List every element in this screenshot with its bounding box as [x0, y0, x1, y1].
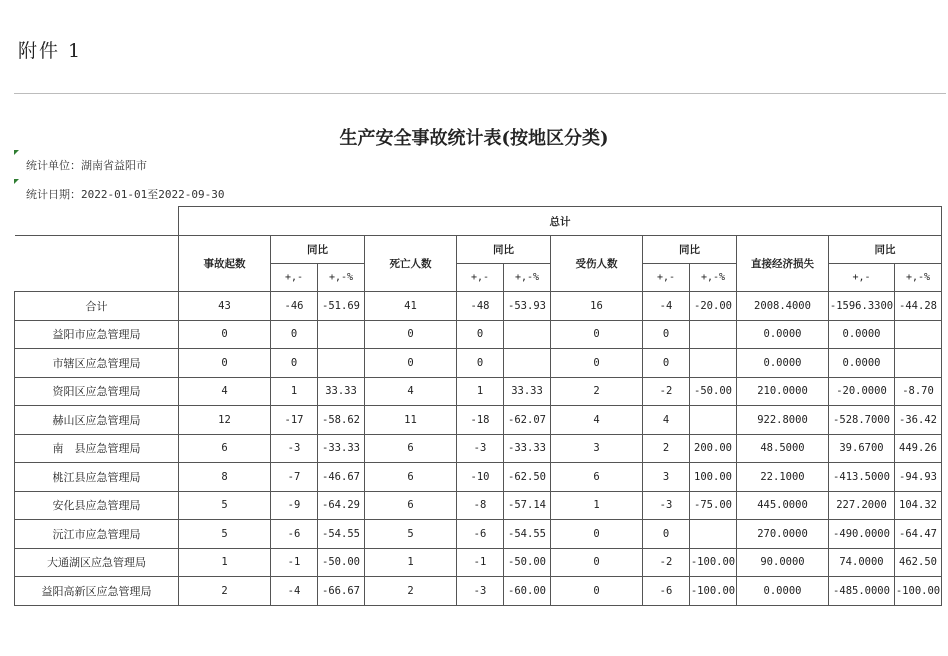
- deaths-pct-cell: -62.07: [504, 406, 551, 435]
- table-row: [15, 349, 942, 378]
- accidents-cell: 5: [179, 491, 271, 520]
- header-diff: +,-: [643, 264, 690, 292]
- table-row: [15, 577, 942, 606]
- deaths-pct-cell: -54.55: [504, 520, 551, 549]
- injured-cell: 1: [551, 491, 643, 520]
- loss-cell: 0.0000: [737, 349, 829, 378]
- statistics-date: 统计日期：2022-01-01至2022-09-30: [26, 188, 225, 201]
- accidents-pct-cell: -46.67: [318, 463, 365, 492]
- injured-diff-cell: 3: [643, 463, 690, 492]
- table-row: [15, 434, 942, 463]
- loss-cell: 922.8000: [737, 406, 829, 435]
- table-row: [15, 491, 942, 520]
- loss-cell: 0.0000: [737, 320, 829, 349]
- cell-marker-icon: [14, 179, 19, 184]
- header-accidents: 事故起数: [179, 236, 271, 292]
- loss-diff-cell: 0.0000: [829, 349, 895, 378]
- injured-pct-cell: [690, 520, 737, 549]
- loss-cell: 22.1000: [737, 463, 829, 492]
- loss-pct-cell: -100.00: [895, 577, 942, 606]
- accidents-diff-cell: -1: [271, 548, 318, 577]
- table-title: 生产安全事故统计表(按地区分类): [339, 128, 609, 149]
- header-yoy: 同比: [457, 236, 551, 264]
- loss-diff-cell: -20.0000: [829, 377, 895, 406]
- accidents-pct-cell: -66.67: [318, 577, 365, 606]
- injured-cell: 0: [551, 349, 643, 378]
- loss-diff-cell: -490.0000: [829, 520, 895, 549]
- table-row: [15, 463, 942, 492]
- accidents-diff-cell: -3: [271, 434, 318, 463]
- deaths-diff-cell: -48: [457, 292, 504, 321]
- accidents-cell: 1: [179, 548, 271, 577]
- loss-diff-cell: -1596.3300: [829, 292, 895, 321]
- region-cell: 沅江市应急管理局: [15, 520, 179, 549]
- region-cell: 赫山区应急管理局: [15, 406, 179, 435]
- injured-cell: 0: [551, 520, 643, 549]
- loss-pct-cell: [895, 349, 942, 378]
- injured-pct-cell: 100.00: [690, 463, 737, 492]
- deaths-pct-cell: 33.33: [504, 377, 551, 406]
- deaths-pct-cell: -62.50: [504, 463, 551, 492]
- injured-diff-cell: -6: [643, 577, 690, 606]
- injured-pct-cell: -75.00: [690, 491, 737, 520]
- table-row: [15, 292, 942, 321]
- statistics-unit: 统计单位：湖南省益阳市: [26, 159, 147, 172]
- region-cell: 大通湖区应急管理局: [15, 548, 179, 577]
- header-deaths: 死亡人数: [365, 236, 457, 292]
- header-diff: +,-: [271, 264, 318, 292]
- loss-pct-cell: -44.28: [895, 292, 942, 321]
- deaths-diff-cell: -18: [457, 406, 504, 435]
- header-pct: +,-%: [504, 264, 551, 292]
- header-yoy: 同比: [271, 236, 365, 264]
- injured-diff-cell: -2: [643, 548, 690, 577]
- header-total: 总计: [179, 207, 942, 236]
- loss-cell: 270.0000: [737, 520, 829, 549]
- loss-diff-cell: 74.0000: [829, 548, 895, 577]
- deaths-diff-cell: 0: [457, 320, 504, 349]
- injured-cell: 4: [551, 406, 643, 435]
- accidents-pct-cell: -64.29: [318, 491, 365, 520]
- injured-diff-cell: 0: [643, 349, 690, 378]
- injured-diff-cell: 0: [643, 520, 690, 549]
- header-injured: 受伤人数: [551, 236, 643, 292]
- loss-cell: 0.0000: [737, 577, 829, 606]
- region-cell: 南 县应急管理局: [15, 434, 179, 463]
- accidents-pct-cell: [318, 320, 365, 349]
- loss-diff-cell: -528.7000: [829, 406, 895, 435]
- header-diff: +,-: [457, 264, 504, 292]
- accidents-diff-cell: 0: [271, 320, 318, 349]
- deaths-cell: 41: [365, 292, 457, 321]
- deaths-pct-cell: -53.93: [504, 292, 551, 321]
- loss-cell: 90.0000: [737, 548, 829, 577]
- deaths-pct-cell: -60.00: [504, 577, 551, 606]
- accidents-cell: 12: [179, 406, 271, 435]
- injured-pct-cell: -50.00: [690, 377, 737, 406]
- injured-cell: 3: [551, 434, 643, 463]
- accidents-cell: 2: [179, 577, 271, 606]
- injured-cell: 0: [551, 320, 643, 349]
- region-cell: 安化县应急管理局: [15, 491, 179, 520]
- table-row: [15, 548, 942, 577]
- region-cell: 资阳区应急管理局: [15, 377, 179, 406]
- region-cell: 市辖区应急管理局: [15, 349, 179, 378]
- accidents-diff-cell: -17: [271, 406, 318, 435]
- header-yoy: 同比: [829, 236, 942, 264]
- cell-marker-icon: [14, 150, 19, 155]
- deaths-cell: 6: [365, 491, 457, 520]
- loss-pct-cell: [895, 320, 942, 349]
- loss-diff-cell: -485.0000: [829, 577, 895, 606]
- accidents-pct-cell: -51.69: [318, 292, 365, 321]
- accidents-cell: 0: [179, 349, 271, 378]
- deaths-diff-cell: -3: [457, 434, 504, 463]
- deaths-diff-cell: 0: [457, 349, 504, 378]
- header-pct: +,-%: [895, 264, 942, 292]
- accidents-cell: 4: [179, 377, 271, 406]
- accidents-pct-cell: -54.55: [318, 520, 365, 549]
- loss-cell: 2008.4000: [737, 292, 829, 321]
- loss-diff-cell: 39.6700: [829, 434, 895, 463]
- deaths-pct-cell: [504, 320, 551, 349]
- injured-diff-cell: 2: [643, 434, 690, 463]
- region-cell: 合计: [15, 292, 179, 321]
- loss-pct-cell: -64.47: [895, 520, 942, 549]
- deaths-diff-cell: -8: [457, 491, 504, 520]
- accidents-cell: 8: [179, 463, 271, 492]
- accidents-diff-cell: -7: [271, 463, 318, 492]
- deaths-diff-cell: 1: [457, 377, 504, 406]
- injured-diff-cell: 0: [643, 320, 690, 349]
- divider: [14, 93, 946, 94]
- deaths-pct-cell: -33.33: [504, 434, 551, 463]
- loss-cell: 48.5000: [737, 434, 829, 463]
- injured-pct-cell: -20.00: [690, 292, 737, 321]
- accidents-diff-cell: -46: [271, 292, 318, 321]
- injured-cell: 16: [551, 292, 643, 321]
- deaths-pct-cell: [504, 349, 551, 378]
- corner-cell: [15, 236, 179, 292]
- region-cell: 益阳市应急管理局: [15, 320, 179, 349]
- deaths-cell: 1: [365, 548, 457, 577]
- deaths-diff-cell: -10: [457, 463, 504, 492]
- header-yoy: 同比: [643, 236, 737, 264]
- accidents-pct-cell: [318, 349, 365, 378]
- loss-pct-cell: 462.50: [895, 548, 942, 577]
- deaths-pct-cell: -57.14: [504, 491, 551, 520]
- deaths-cell: 0: [365, 320, 457, 349]
- table-row: [15, 406, 942, 435]
- injured-diff-cell: 4: [643, 406, 690, 435]
- accidents-diff-cell: -9: [271, 491, 318, 520]
- injured-pct-cell: -100.00: [690, 577, 737, 606]
- deaths-diff-cell: -6: [457, 520, 504, 549]
- loss-pct-cell: -36.42: [895, 406, 942, 435]
- injured-pct-cell: -100.00: [690, 548, 737, 577]
- header-pct: +,-%: [318, 264, 365, 292]
- injured-diff-cell: -2: [643, 377, 690, 406]
- region-cell: 益阳高新区应急管理局: [15, 577, 179, 606]
- loss-diff-cell: 0.0000: [829, 320, 895, 349]
- corner-cell: [15, 207, 179, 236]
- header-pct: +,-%: [690, 264, 737, 292]
- loss-diff-cell: -413.5000: [829, 463, 895, 492]
- deaths-cell: 11: [365, 406, 457, 435]
- accidents-pct-cell: -58.62: [318, 406, 365, 435]
- loss-pct-cell: -8.70: [895, 377, 942, 406]
- loss-pct-cell: 449.26: [895, 434, 942, 463]
- accidents-diff-cell: 0: [271, 349, 318, 378]
- accidents-cell: 0: [179, 320, 271, 349]
- deaths-pct-cell: -50.00: [504, 548, 551, 577]
- deaths-cell: 6: [365, 463, 457, 492]
- accidents-diff-cell: -6: [271, 520, 318, 549]
- header-loss: 直接经济损失: [737, 236, 829, 292]
- accidents-cell: 43: [179, 292, 271, 321]
- injured-cell: 2: [551, 377, 643, 406]
- region-cell: 桃江县应急管理局: [15, 463, 179, 492]
- deaths-cell: 6: [365, 434, 457, 463]
- table-row: [15, 520, 942, 549]
- injured-pct-cell: [690, 349, 737, 378]
- deaths-cell: 4: [365, 377, 457, 406]
- accidents-pct-cell: -33.33: [318, 434, 365, 463]
- injured-pct-cell: 200.00: [690, 434, 737, 463]
- loss-cell: 210.0000: [737, 377, 829, 406]
- injured-cell: 0: [551, 548, 643, 577]
- deaths-cell: 2: [365, 577, 457, 606]
- injured-diff-cell: -4: [643, 292, 690, 321]
- accidents-diff-cell: 1: [271, 377, 318, 406]
- table-row: [15, 377, 942, 406]
- accidents-cell: 6: [179, 434, 271, 463]
- deaths-cell: 0: [365, 349, 457, 378]
- deaths-cell: 5: [365, 520, 457, 549]
- loss-cell: 445.0000: [737, 491, 829, 520]
- deaths-diff-cell: -3: [457, 577, 504, 606]
- accidents-cell: 5: [179, 520, 271, 549]
- header-diff: +,-: [829, 264, 895, 292]
- deaths-diff-cell: -1: [457, 548, 504, 577]
- accident-statistics-table: [14, 206, 942, 606]
- accidents-pct-cell: -50.00: [318, 548, 365, 577]
- attachment-label: 附件 1: [18, 40, 83, 62]
- accidents-pct-cell: 33.33: [318, 377, 365, 406]
- loss-pct-cell: -94.93: [895, 463, 942, 492]
- injured-pct-cell: [690, 406, 737, 435]
- accidents-diff-cell: -4: [271, 577, 318, 606]
- injured-diff-cell: -3: [643, 491, 690, 520]
- loss-pct-cell: 104.32: [895, 491, 942, 520]
- table-row: [15, 320, 942, 349]
- injured-cell: 6: [551, 463, 643, 492]
- loss-diff-cell: 227.2000: [829, 491, 895, 520]
- injured-pct-cell: [690, 320, 737, 349]
- injured-cell: 0: [551, 577, 643, 606]
